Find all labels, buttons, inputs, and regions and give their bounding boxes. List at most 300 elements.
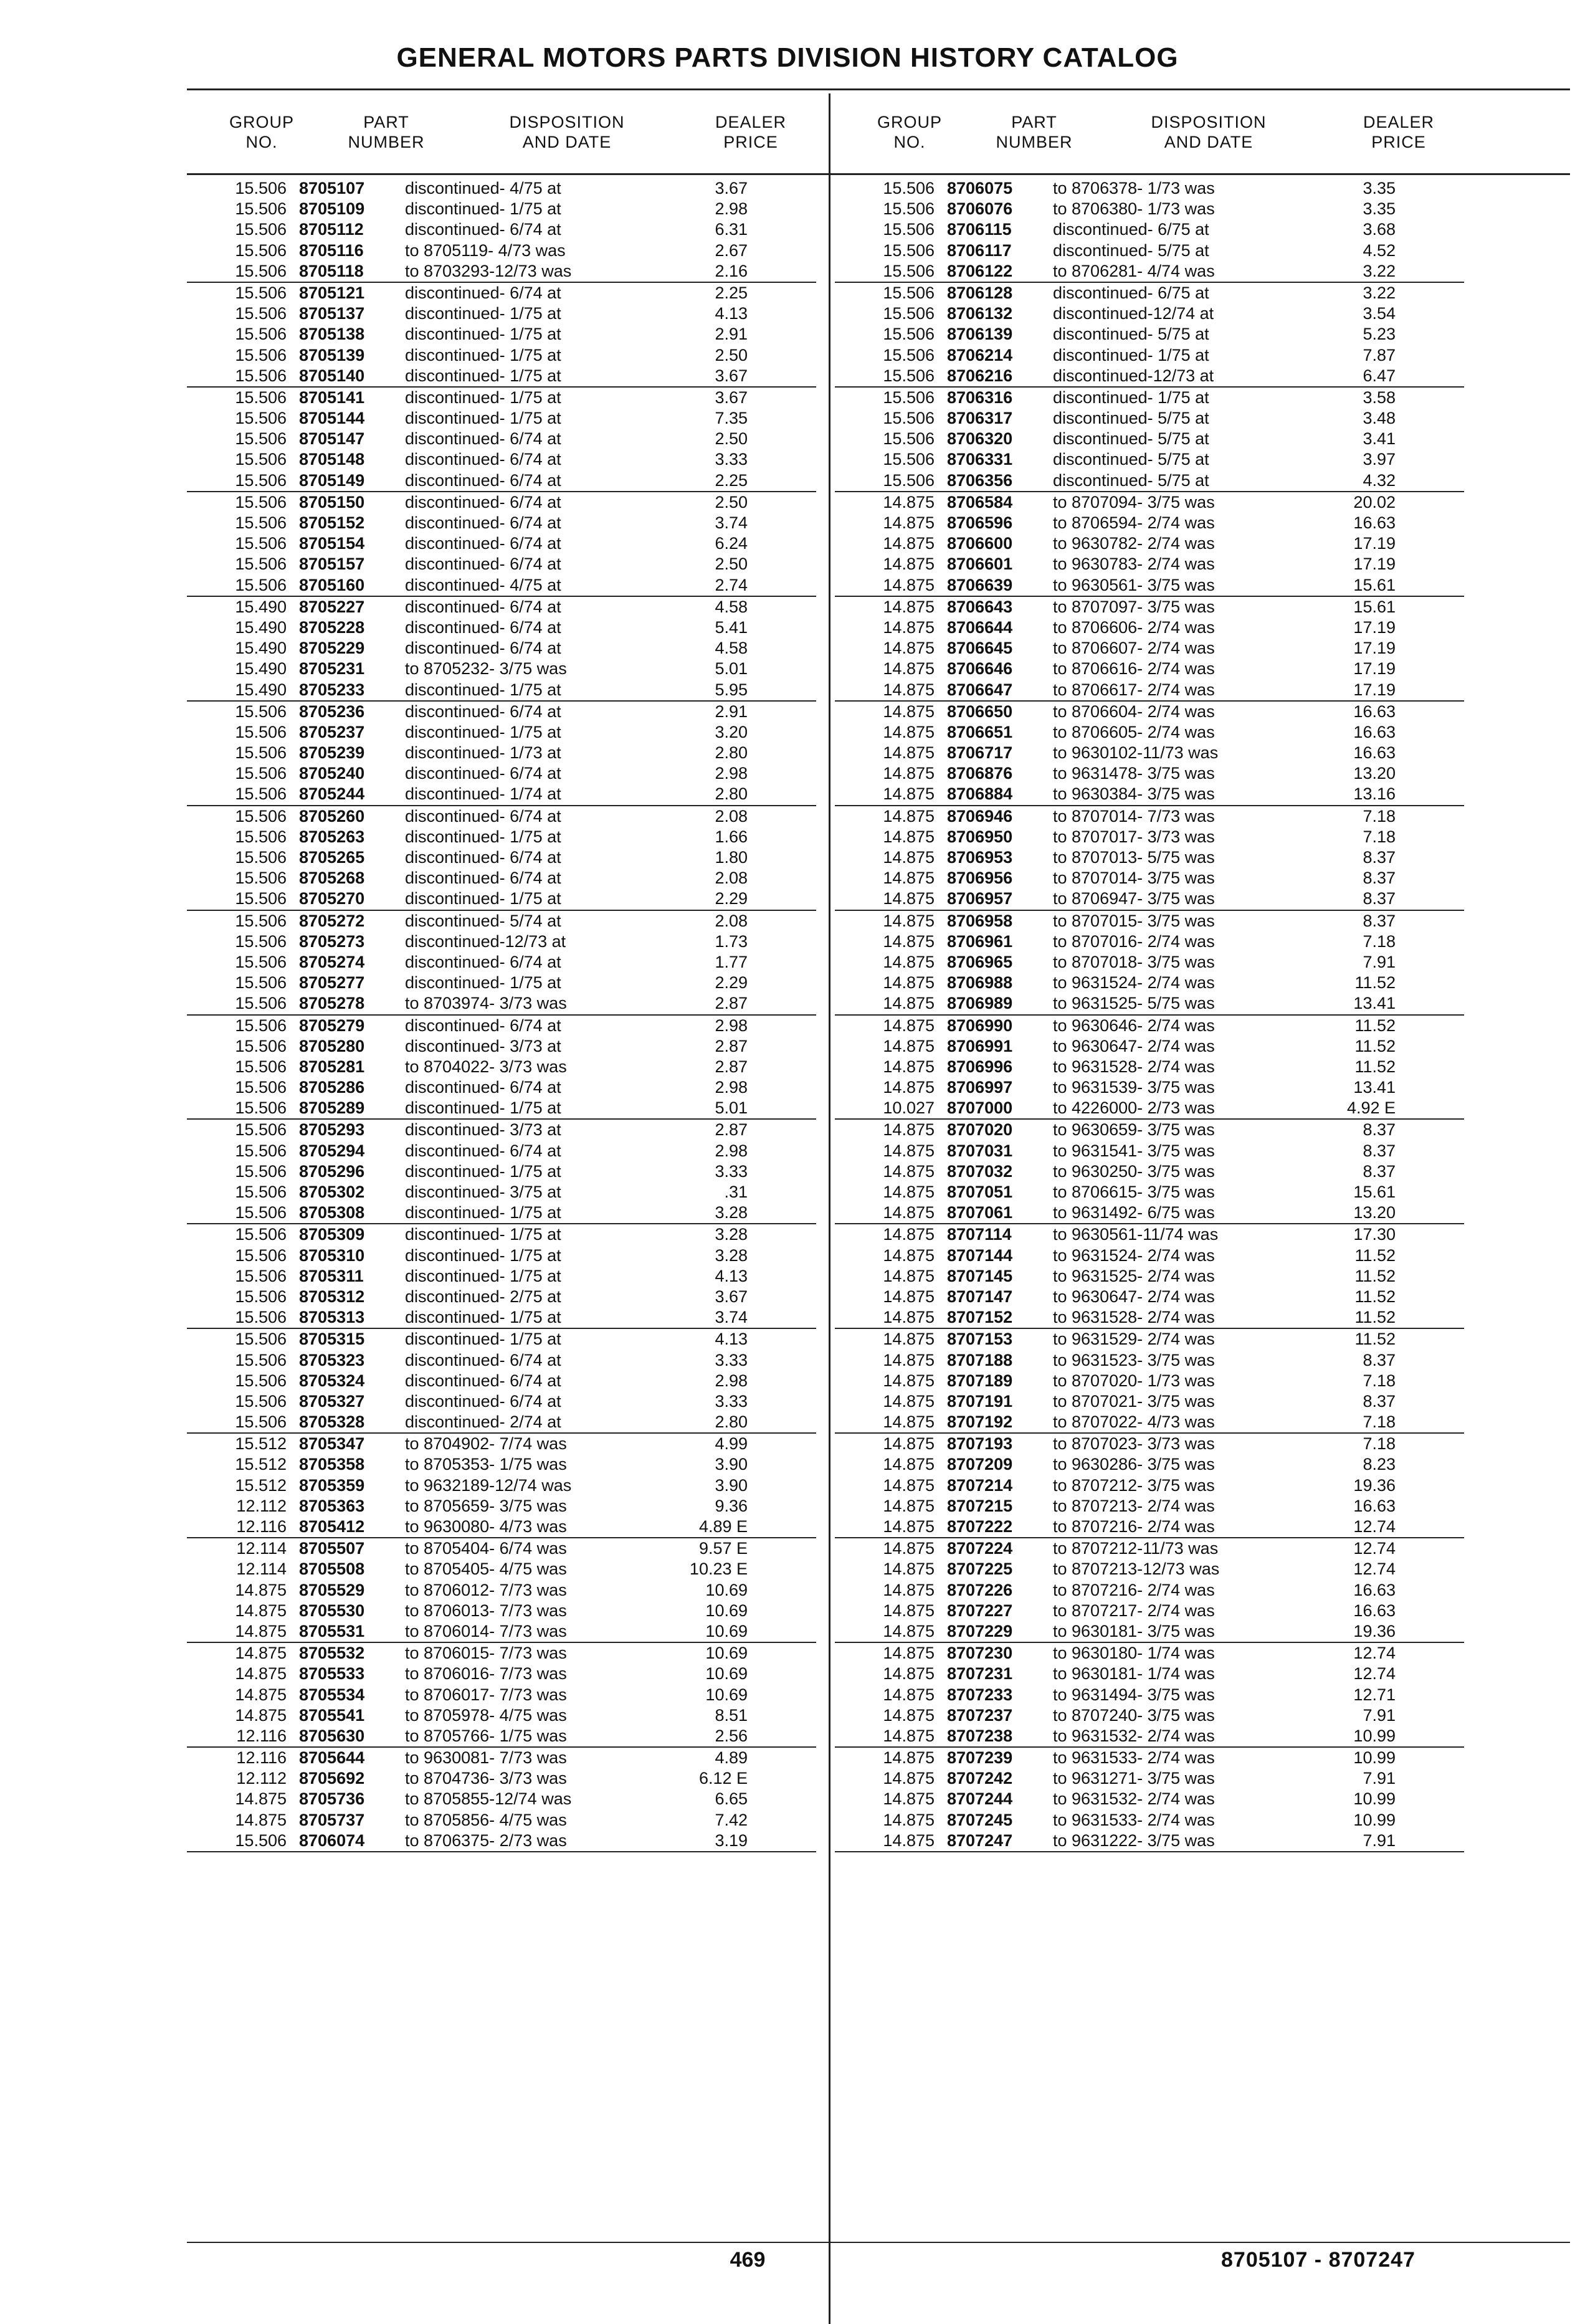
table-row [187,1057,816,1077]
group-number: 15.506 [235,220,287,239]
table-row [187,1266,816,1287]
group-number: 15.512 [235,1475,287,1495]
header-group-right: GROUP NO. [877,113,942,151]
dealer-price: 7.18 [1363,931,1396,951]
part-number: 8707051 [947,1183,1013,1201]
table-row [835,408,1464,429]
group-number: 15.506 [235,1078,287,1097]
part-number: 8705736 [299,1789,365,1809]
part-number: 8707222 [947,1517,1013,1536]
part-number: 8706646 [947,659,1013,679]
group-number: 14.875 [883,931,935,951]
group-number: 15.506 [235,889,287,908]
dealer-price: .31 [724,1183,748,1201]
part-number: 8707153 [947,1330,1013,1349]
group-number: 15.506 [235,784,287,804]
table-row [835,1685,1464,1705]
group-number: 15.506 [235,409,287,428]
dealer-price: 2.50 [715,429,748,449]
dealer-price: 6.65 [715,1789,748,1809]
table-row [187,1098,816,1120]
disposition: discontinued- 1/75 at [405,199,561,219]
disposition: to 4226000- 2/73 was [1053,1098,1215,1118]
part-number: 8705692 [299,1769,365,1788]
part-number: 8705107 [299,179,365,198]
dealer-price: 12.74 [1353,1644,1396,1663]
dealer-price: 8.37 [1363,1391,1396,1411]
table-row [187,199,816,219]
group-number: 14.875 [883,743,935,763]
table-row [835,492,1464,513]
part-number: 8706128 [947,283,1013,302]
disposition: to 8704902- 7/74 was [405,1434,567,1454]
disposition: discontinued- 1/75 at [405,1308,561,1327]
table-row [187,638,816,659]
table-row [835,1202,1464,1224]
part-number: 8706956 [947,869,1013,888]
table-row [187,993,816,1015]
table-row [835,345,1464,366]
dealer-price: 4.92 E [1346,1098,1396,1118]
disposition: to 8707014- 3/75 was [1053,869,1215,888]
disposition: to 8707020- 1/73 was [1053,1371,1215,1390]
table-row [835,366,1464,388]
group-number: 15.506 [235,1141,287,1160]
disposition: to 8707216- 2/74 was [1053,1517,1215,1536]
disposition: discontinued- 1/75 at [405,680,561,699]
disposition: discontinued- 1/75 at [405,366,561,385]
top-rule [187,88,1570,90]
group-number: 14.875 [883,952,935,971]
part-number: 8707239 [947,1748,1013,1768]
part-number: 8706115 [947,220,1012,239]
part-number: 8706988 [947,973,1013,993]
dealer-price: 7.18 [1363,1434,1396,1454]
disposition: to 8706378- 1/73 was [1053,179,1215,198]
dealer-price: 2.67 [715,240,748,260]
part-number: 8705270 [299,889,365,908]
table-row [835,888,1464,910]
group-number: 15.506 [235,1120,287,1140]
table-row [835,1454,1464,1475]
disposition: to 8707021- 3/75 was [1053,1391,1215,1411]
disposition: to 9630181- 3/75 was [1053,1621,1215,1641]
dealer-price: 2.80 [715,1412,748,1432]
table-row [835,1789,1464,1809]
dealer-price: 3.90 [715,1475,748,1495]
part-number: 8705630 [299,1726,365,1745]
dealer-price: 3.28 [715,1225,748,1244]
table-row [835,806,1464,827]
dealer-price: 5.01 [715,1098,748,1118]
disposition: to 9631523- 3/75 was [1053,1350,1215,1369]
table-row [835,617,1464,638]
dealer-price: 3.41 [1363,429,1396,449]
disposition: to 9631541- 3/75 was [1053,1141,1215,1160]
group-number: 14.875 [883,1308,935,1327]
group-number: 14.875 [235,1580,287,1599]
disposition: discontinued-12/74 at [1053,304,1214,323]
group-number: 15.506 [235,1266,287,1285]
dealer-price: 15.61 [1353,1183,1396,1201]
disposition: to 8705232- 3/75 was [405,659,567,679]
part-number: 8707114 [947,1225,1012,1244]
table-row [835,1559,1464,1579]
part-number: 8705533 [299,1664,365,1683]
group-number: 15.506 [235,743,287,763]
dealer-price: 1.73 [715,931,748,951]
table-row [835,178,1464,199]
table-row [187,492,816,513]
disposition: discontinued- 6/75 at [1053,283,1209,302]
part-number: 8706356 [947,470,1013,490]
dealer-price: 16.63 [1353,702,1396,721]
dealer-price: 17.19 [1353,534,1396,553]
table-row [187,1036,816,1057]
dealer-price: 11.52 [1354,1330,1396,1349]
table-row [835,429,1464,449]
part-number: 8705302 [299,1183,365,1201]
disposition: discontinued- 6/74 at [405,639,561,658]
dealer-price: 19.36 [1353,1621,1396,1641]
part-number: 8706596 [947,513,1013,532]
part-number: 8706601 [947,555,1013,574]
disposition: discontinued- 6/74 at [405,429,561,449]
dealer-price: 2.50 [715,555,748,574]
group-number: 15.506 [883,409,935,428]
dealer-price: 12.74 [1353,1539,1396,1558]
table-row [835,1664,1464,1684]
group-number: 14.875 [883,575,935,594]
dealer-price: 2.98 [715,199,748,219]
table-row [835,1391,1464,1412]
dealer-price: 2.16 [715,261,748,280]
part-number: 8705263 [299,827,365,846]
table-row [187,1475,816,1496]
part-number: 8707061 [947,1203,1013,1222]
right-parts-table [835,178,1464,1852]
part-number: 8705530 [299,1601,365,1620]
part-number: 8707193 [947,1434,1013,1454]
group-number: 15.506 [235,764,287,783]
disposition: discontinued- 1/75 at [405,1203,561,1222]
table-row [187,1748,816,1768]
group-number: 15.506 [235,1161,287,1181]
group-number: 15.506 [235,1371,287,1390]
table-row [187,283,816,303]
header-price-left: DEALER PRICE [715,113,787,151]
header-rule [187,173,1570,175]
dealer-price: 3.74 [715,1308,748,1327]
disposition: discontinued- 6/74 at [405,806,561,826]
group-number: 14.875 [235,1664,287,1683]
group-number: 14.875 [235,1601,287,1620]
dealer-price: 8.37 [1363,911,1396,930]
disposition: to 9630782- 2/74 was [1053,534,1215,553]
group-number: 15.506 [883,199,935,219]
table-row [187,1287,816,1307]
table-row [187,533,816,554]
dealer-price: 3.67 [715,1287,748,1306]
table-row [835,1768,1464,1789]
part-number: 8705260 [299,806,365,826]
part-number: 8705272 [299,911,365,930]
group-number: 12.116 [236,1726,287,1745]
table-row [187,911,816,931]
dealer-price: 12.74 [1353,1517,1396,1536]
dealer-price: 8.37 [1363,1161,1396,1181]
group-number: 14.875 [883,994,935,1013]
disposition: to 9630561- 3/75 was [1053,575,1215,594]
dealer-price: 16.63 [1353,1580,1396,1599]
group-number: 15.506 [235,492,287,512]
dealer-price: 4.58 [715,597,748,616]
disposition: discontinued- 6/74 at [405,1141,561,1160]
dealer-price: 11.52 [1354,1308,1396,1327]
part-number: 8707229 [947,1621,1013,1641]
group-number: 14.875 [883,639,935,658]
group-number: 15.506 [235,283,287,302]
part-number: 8705310 [299,1245,365,1265]
dealer-price: 11.52 [1354,1266,1396,1285]
group-number: 14.875 [883,534,935,553]
group-number: 15.506 [235,1287,287,1306]
part-number: 8706132 [947,304,1013,323]
group-number: 14.875 [883,1644,935,1663]
part-number: 8707226 [947,1580,1013,1599]
footer-rule [187,2242,1570,2243]
group-number: 15.506 [235,470,287,490]
group-number: 14.875 [883,1225,935,1244]
group-number: 12.112 [236,1769,287,1788]
part-number: 8705286 [299,1078,365,1097]
dealer-price: 16.63 [1353,513,1396,532]
group-number: 15.506 [883,325,935,344]
table-row [835,1036,1464,1057]
dealer-price: 12.71 [1353,1685,1396,1704]
part-number: 8705328 [299,1412,365,1432]
table-row [835,1517,1464,1538]
column-divider [829,93,830,2324]
dealer-price: 3.35 [1363,199,1396,219]
group-number: 14.875 [883,1769,935,1788]
table-row [187,408,816,429]
part-number: 8705359 [299,1475,365,1495]
group-number: 14.875 [883,1078,935,1097]
group-number: 14.875 [883,1434,935,1454]
dealer-price: 1.77 [715,952,748,971]
part-number: 8706320 [947,429,1013,449]
part-number: 8706117 [947,240,1012,260]
group-number: 14.875 [883,1183,935,1201]
group-number: 15.506 [883,179,935,198]
group-number: 14.875 [883,1705,935,1725]
group-number: 14.875 [883,1475,935,1495]
disposition: to 8706375- 2/73 was [405,1831,567,1850]
part-number: 8705236 [299,702,365,721]
part-number: 8707230 [947,1644,1013,1663]
dealer-price: 3.67 [715,179,748,198]
part-number: 8707152 [947,1308,1013,1327]
dealer-price: 10.69 [705,1580,748,1599]
table-row [187,240,816,261]
part-number: 8706946 [947,806,1013,826]
dealer-price: 1.66 [715,827,748,846]
group-number: 15.506 [883,261,935,280]
part-number: 8705228 [299,617,365,637]
dealer-price: 4.13 [715,1266,748,1285]
group-number: 12.114 [236,1560,287,1579]
dealer-price: 4.89 E [698,1517,748,1536]
table-row [187,429,816,449]
disposition: discontinued- 6/74 at [405,283,561,302]
table-row [187,1120,816,1140]
group-number: 15.506 [235,1308,287,1327]
part-number: 8707020 [947,1120,1013,1140]
group-number: 15.506 [883,304,935,323]
disposition: to 8706607- 2/74 was [1053,639,1215,658]
disposition: to 8706012- 7/73 was [405,1580,567,1599]
disposition: to 9631222- 3/75 was [1053,1831,1215,1850]
part-number: 8705154 [299,534,365,553]
dealer-price: 2.74 [715,575,748,594]
dealer-price: 13.20 [1353,764,1396,783]
dealer-price: 2.29 [715,889,748,908]
dealer-price: 2.98 [715,1371,748,1390]
disposition: to 8706281- 4/74 was [1053,261,1215,280]
left-parts-table [187,178,816,1852]
table-row [835,1705,1464,1726]
part-number: 8705233 [299,680,365,699]
table-row [835,1475,1464,1496]
dealer-price: 3.54 [1363,304,1396,323]
table-row [835,973,1464,993]
dealer-price: 13.41 [1353,1078,1396,1097]
disposition: discontinued- 5/75 at [1053,470,1209,490]
part-number: 8705118 [299,261,364,280]
group-number: 14.875 [883,1330,935,1349]
disposition: discontinued- 6/74 at [405,952,561,971]
page-number: 469 [730,2248,766,2272]
part-number: 8706953 [947,848,1013,867]
disposition: to 8707212- 3/75 was [1053,1475,1215,1495]
part-number: 8707224 [947,1539,1013,1558]
dealer-price: 2.08 [715,911,748,930]
part-number: 8707145 [947,1266,1013,1285]
part-number: 8705737 [299,1810,365,1829]
group-number: 15.506 [235,1391,287,1411]
group-number: 15.490 [235,617,287,637]
dealer-price: 4.89 [715,1748,748,1768]
part-number: 8705231 [299,659,365,679]
dealer-price: 3.33 [715,1391,748,1411]
dealer-price: 8.37 [1363,1141,1396,1160]
disposition: to 9631492- 6/75 was [1053,1203,1215,1222]
dealer-price: 9.36 [715,1496,748,1515]
group-number: 15.506 [235,722,287,741]
group-number: 14.875 [883,764,935,783]
dealer-price: 3.67 [715,366,748,385]
table-row [187,303,816,324]
dealer-price: 2.87 [715,1036,748,1055]
table-row [187,1454,816,1475]
dealer-price: 3.33 [715,1161,748,1181]
table-row [835,219,1464,240]
disposition: to 8707017- 3/73 was [1053,827,1215,846]
dealer-price: 11.52 [1354,1245,1396,1265]
part-number: 8707215 [947,1496,1013,1515]
disposition: discontinued- 6/74 at [405,617,561,637]
disposition: to 8705856- 4/75 was [405,1810,567,1829]
dealer-price: 5.95 [715,680,748,699]
dealer-price: 2.87 [715,1120,748,1140]
disposition: to 8707212-11/73 was [1053,1539,1219,1558]
group-number: 15.490 [235,597,287,616]
part-number: 8705140 [299,366,365,385]
group-number: 14.875 [883,1601,935,1620]
part-number: 8705244 [299,784,365,804]
group-number: 12.116 [236,1517,287,1536]
disposition: to 8705119- 4/73 was [405,240,566,260]
part-number: 8705315 [299,1330,365,1349]
dealer-price: 13.41 [1353,994,1396,1013]
table-row [835,1182,1464,1202]
disposition: to 9631532- 2/74 was [1053,1726,1215,1745]
part-number: 8705507 [299,1539,365,1558]
dealer-price: 8.37 [1363,1120,1396,1140]
disposition: to 8706015- 7/73 was [405,1644,567,1663]
group-number: 15.506 [235,952,287,971]
group-number: 10.027 [883,1098,935,1118]
disposition: to 8706594- 2/74 was [1053,513,1215,532]
disposition: to 9631271- 3/75 was [1053,1769,1215,1788]
table-row [187,1016,816,1036]
table-row [835,1287,1464,1307]
dealer-price: 3.19 [715,1831,748,1850]
table-row [187,1517,816,1538]
dealer-price: 6.31 [715,220,748,239]
dealer-price: 7.91 [1363,1705,1396,1725]
part-number: 8706950 [947,827,1013,846]
group-number: 15.506 [235,1412,287,1432]
dealer-price: 17.19 [1353,639,1396,658]
part-number: 8705327 [299,1391,365,1411]
table-row [187,1621,816,1643]
disposition: to 9630647- 2/74 was [1053,1036,1215,1055]
table-row [187,219,816,240]
part-number: 8705280 [299,1036,365,1055]
dealer-price: 10.69 [705,1664,748,1683]
part-number: 8706139 [947,325,1013,344]
table-row [187,868,816,888]
group-number: 15.506 [235,827,287,846]
disposition: to 8703293-12/73 was [405,261,572,280]
disposition: to 9630561-11/74 was [1053,1225,1219,1244]
group-number: 14.875 [883,973,935,993]
dealer-price: 6.24 [715,534,748,553]
dealer-price: 3.48 [1363,409,1396,428]
table-row [187,847,816,868]
part-number: 8706651 [947,722,1013,741]
part-number: 8706644 [947,617,1013,637]
dealer-price: 3.22 [1363,283,1396,302]
table-row [835,680,1464,702]
group-number: 15.512 [235,1455,287,1474]
table-row [187,178,816,199]
group-number: 14.875 [883,1726,935,1745]
table-row [187,1643,816,1664]
dealer-price: 3.33 [715,1350,748,1369]
